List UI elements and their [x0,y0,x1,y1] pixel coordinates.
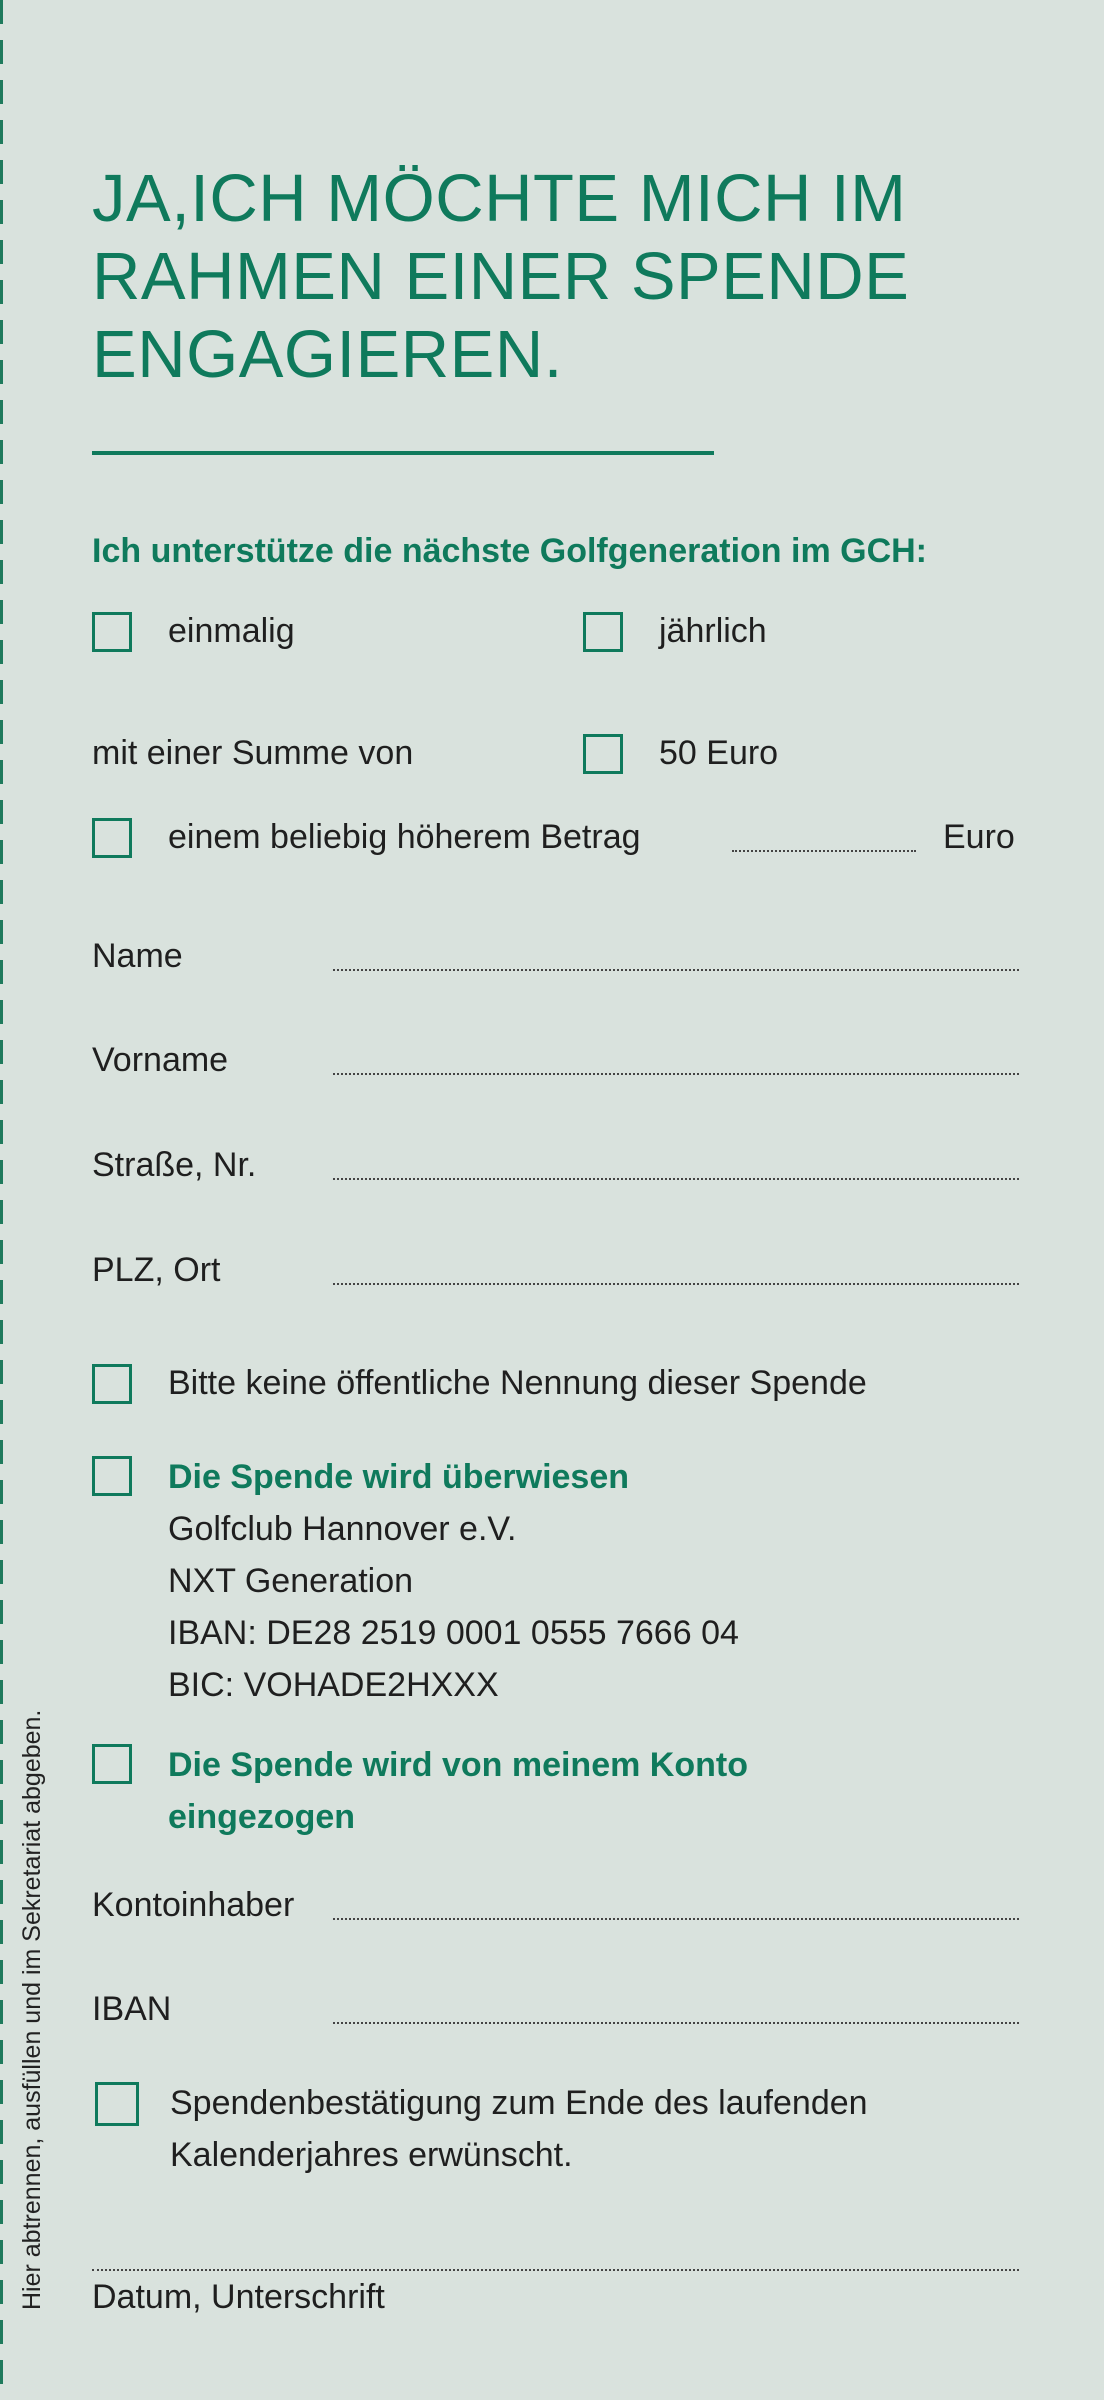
higher-amount-checkbox[interactable] [92,818,132,858]
firstname-label: Vorname [92,1041,229,1079]
direct-debit-checkbox[interactable] [92,1744,132,1784]
account-holder-line [333,1918,1019,1920]
iban-label: IBAN [92,1990,172,2028]
transfer-reference: NXT Generation [168,1562,414,1600]
firstname-line [333,1073,1019,1075]
once-checkbox[interactable] [92,612,132,652]
name-field[interactable] [333,936,1019,970]
transfer-iban: IBAN: DE28 2519 0001 0555 7666 04 [168,1614,739,1652]
support-subheading: Ich unterstütze die nächste Golfgeneration im GCH: [92,532,927,570]
form-headline [92,160,909,394]
city-label: PLZ, Ort [92,1251,221,1289]
iban-field[interactable] [333,1989,1019,2023]
name-label: Name [92,937,183,975]
name-line [333,969,1019,971]
city-line [333,1283,1019,1285]
headline-line-3: ENGAGIEREN. [92,317,563,392]
street-field[interactable] [333,1145,1019,1179]
higher-amount-input[interactable] [732,816,916,850]
signature-label: Datum, Unterschrift [92,2278,385,2316]
receipt-label-line-1: Spendenbestätigung zum Ende des laufenden [170,2084,868,2122]
cut-line [0,0,3,2400]
headline-line-1: JA,ICH MÖCHTE MICH IM [92,161,907,236]
no-publication-checkbox[interactable] [92,1364,132,1404]
headline-line-2: RAHMEN EINER SPENDE [92,239,910,314]
city-field[interactable] [333,1250,1019,1284]
direct-debit-title-line-2: eingezogen [168,1798,356,1836]
firstname-field[interactable] [333,1040,1019,1074]
signature-line [92,2269,1019,2271]
direct-debit-title-line-1: Die Spende wird von meinem Konto [168,1746,748,1784]
account-holder-label: Kontoinhaber [92,1886,295,1924]
transfer-title: Die Spende wird überwiesen [168,1458,630,1496]
fifty-euro-checkbox[interactable] [583,734,623,774]
yearly-checkbox[interactable] [583,612,623,652]
higher-amount-line [732,850,916,852]
street-line [333,1178,1019,1180]
receipt-checkbox[interactable] [95,2082,139,2126]
transfer-recipient: Golfclub Hannover e.V. [168,1510,517,1548]
yearly-label: jährlich [659,612,767,650]
transfer-checkbox[interactable] [92,1456,132,1496]
no-publication-label: Bitte keine öffentliche Nennung dieser Spende [168,1364,867,1402]
once-label: einmalig [168,612,295,650]
account-holder-field[interactable] [333,1885,1019,1919]
cut-instruction: Hier abtrennen, ausfüllen und im Sekretariat abgeben. [18,1709,46,2310]
higher-amount-label: einem beliebig höherem Betrag [168,818,641,856]
amount-intro: mit einer Summe von [92,734,414,772]
street-label: Straße, Nr. [92,1146,257,1184]
signature-field[interactable] [92,2234,1019,2268]
headline-divider [92,451,714,455]
euro-unit: Euro [943,818,1015,856]
iban-line [333,2022,1019,2024]
transfer-bic: BIC: VOHADE2HXXX [168,1666,499,1704]
fifty-euro-label: 50 Euro [659,734,779,772]
receipt-label-line-2: Kalenderjahres erwünscht. [170,2136,573,2174]
